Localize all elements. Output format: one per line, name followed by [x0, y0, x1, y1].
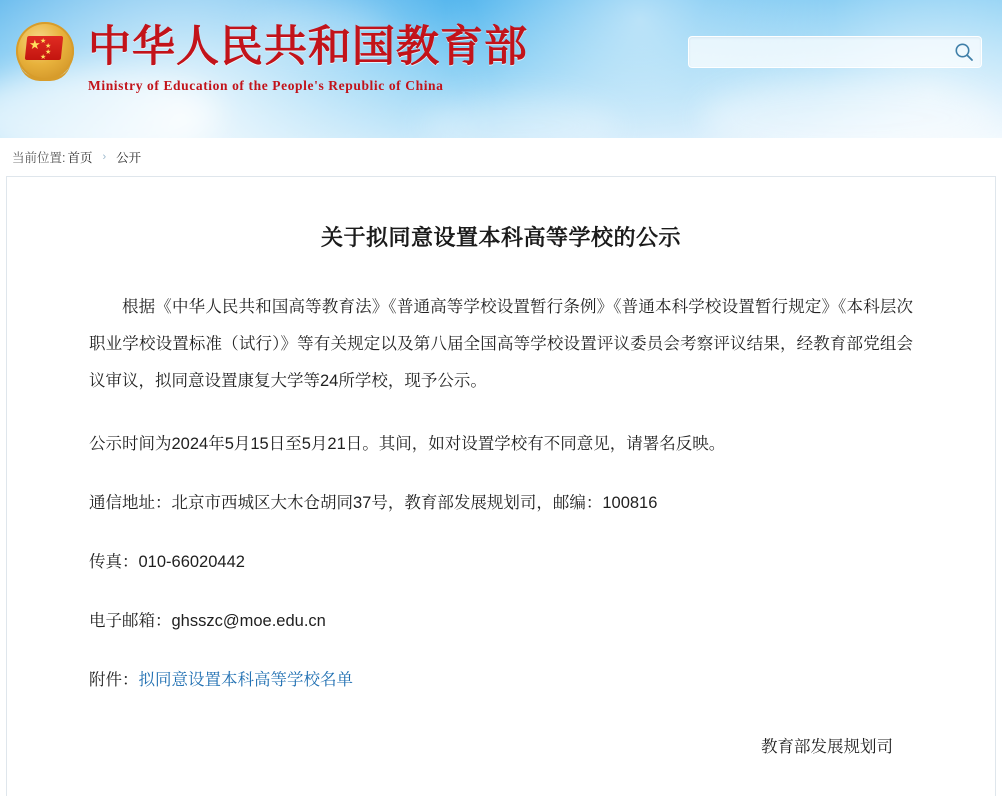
article-paragraph: 电子邮箱：ghsszc@moe.edu.cn: [89, 612, 326, 630]
article-card: [6, 176, 996, 796]
article-paragraph: 根据《中华人民共和国高等教育法》《普通高等学校设置暂行条例》《普通本科学校设置暂行规定》《本科层次职业学校设置标准（试行）》等有关规定以及第八届全国高等学校设置评议委员会考察评议结果，经教育部党组会议审议，拟同意设置康复大学等24所学校，现予公示。: [89, 298, 913, 390]
breadcrumb: [0, 138, 1002, 176]
article-body: [89, 289, 913, 699]
chevron-right-icon: ›: [102, 151, 107, 163]
attachment-link[interactable]: 拟同意设置本科高等学校名单: [138, 671, 353, 689]
attachment-label: 附件：: [89, 671, 139, 689]
article-signature: 教育部发展规划司: [761, 738, 893, 756]
breadcrumb-item-open[interactable]: 公开: [116, 151, 142, 165]
search-input[interactable]: [699, 37, 949, 69]
breadcrumb-label: 当前位置:: [12, 151, 66, 165]
search-icon[interactable]: [953, 41, 975, 63]
site-title-block: [88, 22, 528, 94]
site-title-cn: 中华人民共和国教育部: [88, 24, 528, 71]
article-paragraph: 传真：010-66020442: [89, 553, 245, 571]
article-paragraph: 通信地址：北京市西城区大木仓胡同37号，教育部发展规划司，邮编：100816: [89, 494, 658, 512]
attachment-row: [89, 662, 913, 699]
site-header: [0, 0, 1002, 138]
search-box[interactable]: [688, 36, 982, 68]
site-title-en: Ministry of Education of the People's Republic of China: [88, 78, 444, 93]
cloud-decoration: [420, 96, 620, 138]
breadcrumb-item-home[interactable]: 首页: [67, 151, 93, 165]
article-paragraph: 公示时间为2024年5月15日至5月21日。其间，如对设置学校有不同意见，请署名反映。: [89, 435, 726, 453]
page-title: 关于拟同意设置本科高等学校的公示: [320, 225, 681, 250]
national-emblem-icon: ★ ★ ★ ★ ★: [14, 20, 76, 82]
cloud-decoration: [700, 78, 1000, 138]
